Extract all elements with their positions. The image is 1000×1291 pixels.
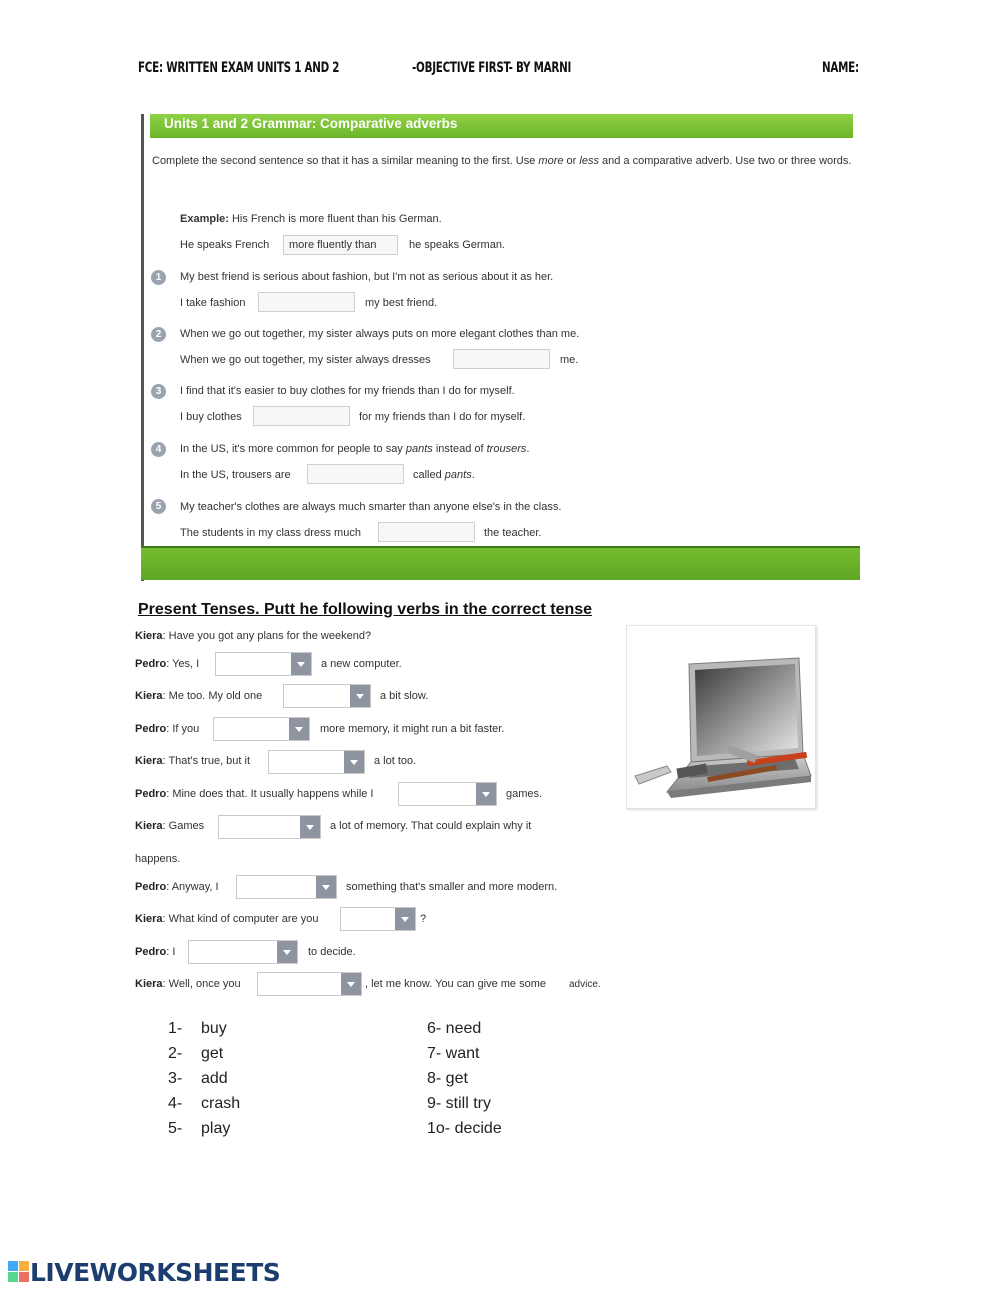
- dialogue-line-post: to decide.: [308, 946, 356, 958]
- laptop-with-tools-icon: [627, 626, 815, 808]
- dialogue-line: Kiera: Well, once you: [135, 978, 241, 990]
- item-4-answer-input[interactable]: [307, 464, 404, 484]
- item-1-answer-input[interactable]: [258, 292, 355, 312]
- dialogue-line: Kiera: Have you got any plans for the weekend?: [135, 630, 372, 642]
- verb-dropdown-1[interactable]: [215, 652, 312, 676]
- grammar-instructions: Complete the second sentence so that it has a similar meaning to the first. Use more or less and a comparative adverb. Use two or three words.: [152, 155, 852, 167]
- item-5-pre: The students in my class dress much: [180, 527, 361, 539]
- chevron-down-icon: [476, 783, 496, 805]
- verb-dropdown-5[interactable]: [398, 782, 497, 806]
- dialogue-line-post: something that's smaller and more modern.: [346, 881, 558, 893]
- item-5-answer-input[interactable]: [378, 522, 475, 542]
- dialogue-tail: advice.: [569, 979, 601, 990]
- chevron-down-icon: [341, 973, 361, 995]
- item-number-badge: 1: [151, 270, 166, 285]
- item-number-badge: 4: [151, 442, 166, 457]
- verb-dropdown-9[interactable]: [188, 940, 298, 964]
- item-3-sentence: I find that it's easier to buy clothes for my friends than I do for myself.: [180, 385, 515, 397]
- header-subtitle: -OBJECTIVE FIRST- BY MARNI: [412, 60, 572, 76]
- laptop-image: [626, 625, 816, 809]
- verb-item: 1o- decide: [427, 1120, 502, 1137]
- item-number-badge: 3: [151, 384, 166, 399]
- verb-dropdown-3[interactable]: [213, 717, 310, 741]
- item-2-sentence: When we go out together, my sister always puts on more elegant clothes than me.: [180, 328, 580, 340]
- verb-item: 9- still try: [427, 1095, 491, 1112]
- dialogue-line-post: a bit slow.: [380, 690, 429, 702]
- dialogue-line-post: more memory, it might run a bit faster.: [320, 723, 505, 735]
- dialogue-line-post: a new computer.: [321, 658, 402, 670]
- grammar-title-bar: [150, 114, 853, 138]
- verb-item: 6- need: [427, 1020, 482, 1037]
- chevron-down-icon: [291, 653, 311, 675]
- verb-item: 5- play: [168, 1120, 231, 1137]
- example-post: he speaks German.: [409, 239, 505, 251]
- item-2-post: me.: [560, 354, 579, 366]
- verb-dropdown-10[interactable]: [257, 972, 362, 996]
- item-number-badge: 2: [151, 327, 166, 342]
- chevron-down-icon: [316, 876, 336, 898]
- verb-dropdown-8[interactable]: [340, 907, 416, 931]
- item-3-answer-input[interactable]: [253, 406, 350, 426]
- grammar-bottom-bar: [141, 546, 860, 580]
- verb-item: 3- add: [168, 1070, 228, 1087]
- dialogue-line: Kiera: What kind of computer are you: [135, 913, 319, 925]
- verb-dropdown-6[interactable]: [218, 815, 321, 839]
- chevron-down-icon: [350, 685, 370, 707]
- item-1-post: my best friend.: [365, 297, 438, 309]
- item-2-pre: When we go out together, my sister always dresses: [180, 354, 431, 366]
- verb-item: 1- buy: [168, 1020, 227, 1037]
- verb-dropdown-7[interactable]: [236, 875, 337, 899]
- chevron-down-icon: [344, 751, 364, 773]
- verb-list-right: [427, 1016, 502, 1141]
- chevron-down-icon: [395, 908, 415, 930]
- dialogue-line: Pedro: If you: [135, 723, 200, 735]
- liveworksheets-logo: LIVEWORKSHEETS: [8, 1258, 280, 1287]
- logo-grid-icon: [8, 1261, 30, 1283]
- dialogue-line: Kiera: Me too. My old one: [135, 690, 263, 702]
- dialogue-line: Pedro: I: [135, 946, 176, 958]
- chevron-down-icon: [289, 718, 309, 740]
- item-4-sentence: In the US, it's more common for people to say pants instead of trousers.: [180, 443, 530, 455]
- example-line: Example: His French is more fluent than his German.: [180, 213, 442, 225]
- verb-dropdown-4[interactable]: [268, 750, 365, 774]
- chevron-down-icon: [300, 816, 320, 838]
- dialogue-line: Pedro: Mine does that. It usually happens while I: [135, 788, 374, 800]
- verb-item: 2- get: [168, 1045, 224, 1062]
- verb-dropdown-2[interactable]: [283, 684, 371, 708]
- dialogue-line: Pedro: Yes, I: [135, 658, 200, 670]
- chevron-down-icon: [277, 941, 297, 963]
- dialogue-line: Pedro: Anyway, I: [135, 881, 219, 893]
- header-name-label: NAME:: [822, 60, 859, 76]
- item-1-sentence: My best friend is serious about fashion, but I'm not as serious about it as her.: [180, 271, 554, 283]
- dialogue-line-post: a lot too.: [374, 755, 417, 767]
- example-answer-box: more fluently than: [283, 235, 398, 255]
- item-1-pre: I take fashion: [180, 297, 246, 309]
- item-3-post: for my friends than I do for myself.: [359, 411, 526, 423]
- item-5-post: the teacher.: [484, 527, 542, 539]
- example-pre: He speaks French: [180, 239, 270, 251]
- verb-item: 8- get: [427, 1070, 468, 1087]
- tenses-title: Present Tenses. Putt he following verbs in the correct tense: [138, 601, 593, 618]
- dialogue-line: Kiera: That's true, but it: [135, 755, 251, 767]
- dialogue-line-post: ?: [420, 913, 427, 925]
- verb-item: 7- want: [427, 1045, 480, 1062]
- item-5-sentence: My teacher's clothes are always much smarter than anyone else's in the class.: [180, 501, 562, 513]
- dialogue-line-post: , let me know. You can give me some: [365, 978, 546, 990]
- verb-item: 4- crash: [168, 1095, 241, 1112]
- header-title: FCE: WRITTEN EXAM UNITS 1 AND 2: [138, 60, 340, 76]
- dialogue-line-post: games.: [506, 788, 543, 800]
- dialogue-line: Kiera: Games: [135, 820, 205, 832]
- dialogue-line-post: a lot of memory. That could explain why it: [330, 820, 532, 832]
- item-number-badge: 5: [151, 499, 166, 514]
- dialogue-continuation: happens.: [135, 853, 181, 865]
- item-2-answer-input[interactable]: [453, 349, 550, 369]
- item-4-post: called pants.: [413, 469, 475, 481]
- grammar-title: Units 1 and 2 Grammar: Comparative adverbs: [164, 116, 458, 131]
- item-4-pre: In the US, trousers are: [180, 469, 291, 481]
- item-3-pre: I buy clothes: [180, 411, 242, 423]
- verb-list-left: [168, 1016, 240, 1141]
